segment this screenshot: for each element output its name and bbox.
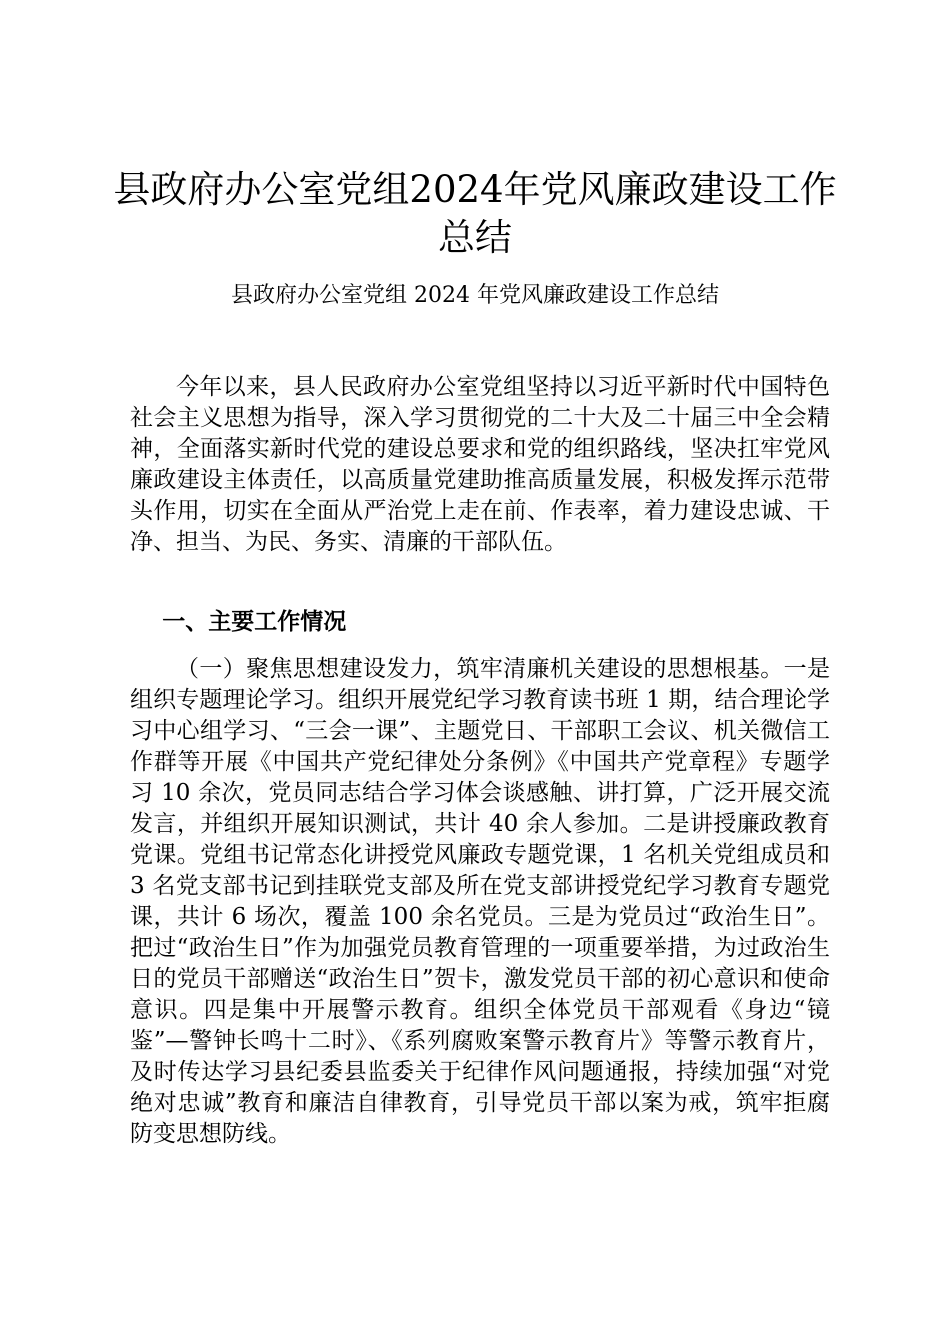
document-title: 县政府办公室党组2024年党风廉政建设工作总结 <box>113 168 837 259</box>
section-paragraph: （一）聚焦思想建设发力，筑牢清廉机关建设的思想根基。一是组织专题理论学习。组织开展党纪学习教育读书班 1 期，结合理论学习中心组学习、“三会一课”、主题党日、干部职工会议、机关微信工作群等开展《中国共产党纪律处分条例》《中国共产党章程》专题学习 10 余次，党员同志结合学习体会谈感触、讲打算，广泛开展交流发言，并组织开展知识测试，共计 40 余人参加。二是讲授廉政教育党课。党组书记常态化讲授党风廉政专题党课，1 名机关党组成员和 3 名党支部书记到挂联党支部及所在党支部讲授党纪学习教育专题党课，共计 6 场次，覆盖 100 余名党员。三是为党员过“政治生日”。把过“政治生日”作为加强党员教育管理的一项重要举措，为过政治生日的党员干部赠送“政治生日”贺卡，激发党员干部的初心意识和使命意识。四是集中开展警示教育。组织全体党员干部观看《身边“镜鉴”—警钟长鸣十二时》、《系列腐败案警示教育片》等警示教育片，及时传达学习县纪委县监委关于纪律作风问题通报，持续加强“对党绝对忠诚”教育和廉洁自律教育，引导党员干部以案为戒，筑牢拒腐防变思想防线。 <box>130 656 830 1147</box>
section-heading: 一、主要工作情况 <box>162 609 347 635</box>
intro-paragraph: 今年以来，县人民政府办公室党组坚持以习近平新时代中国特色社会主义思想为指导，深入学习贯彻党的二十大及二十届三中全会精神，全面落实新时代党的建设总要求和党的组织路线，坚决扛牢党风廉政建设主体责任，以高质量党建助推高质量发展，积极发挥示范带头作用，切实在全面从严治党上走在前、作表率，着力建设忠诚、干净、担当、为民、务实、清廉的干部队伍。 <box>130 374 830 555</box>
document-subtitle: 县政府办公室党组 2024 年党风廉政建设工作总结 <box>231 283 719 308</box>
